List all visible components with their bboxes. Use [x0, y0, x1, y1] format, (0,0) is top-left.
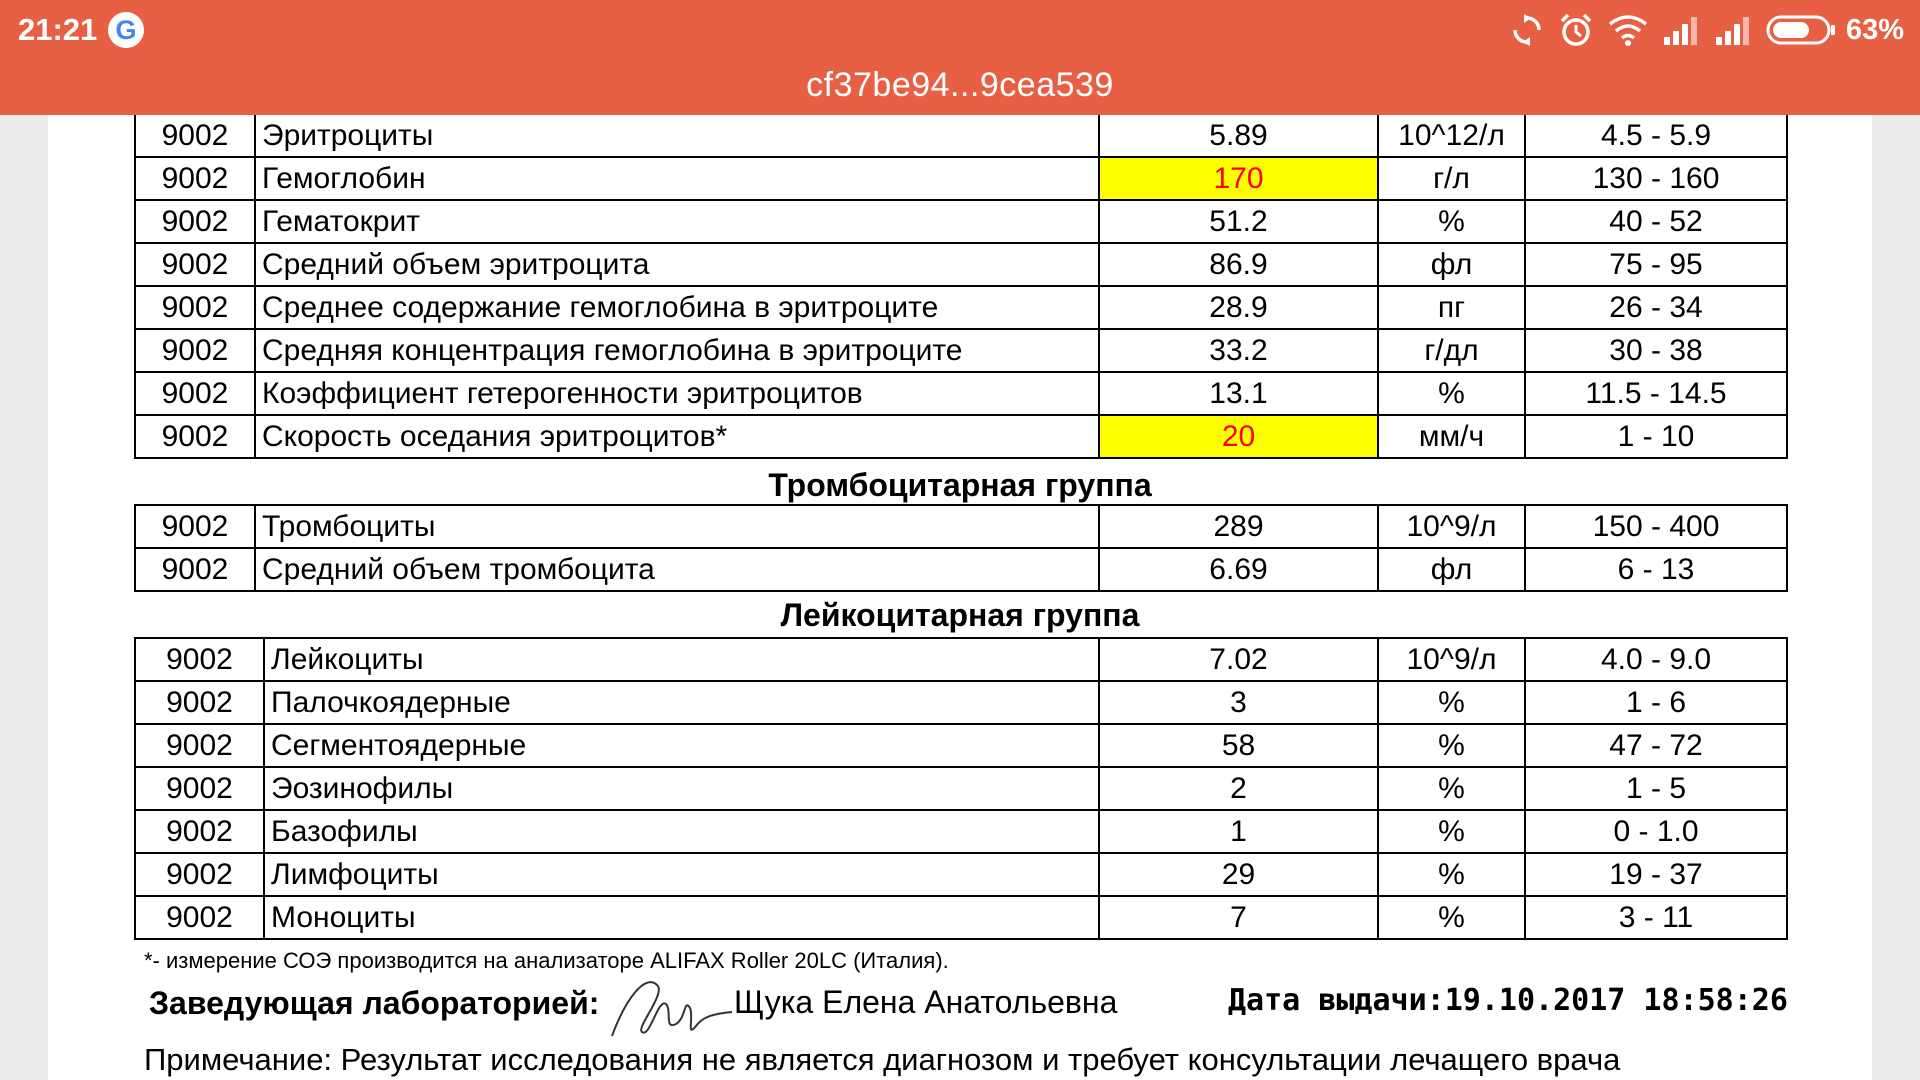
unit-cell: 10^9/л: [1378, 638, 1525, 681]
test-code-cell: 9002: [135, 157, 255, 200]
signal-icon: [1714, 15, 1752, 45]
alarm-icon: [1558, 12, 1594, 48]
test-code-cell: 9002: [135, 638, 264, 681]
table-row: [135, 724, 1787, 767]
issue-date: Дата выдачи:19.10.2017 18:58:26: [1228, 983, 1788, 1018]
platelet-group-title: Тромбоцитарная группа: [768, 467, 1152, 503]
table-row: [135, 415, 1787, 458]
test-name-cell: Тромбоциты: [255, 505, 1099, 548]
leukocyte-group-title: Лейкоцитарная группа: [780, 597, 1140, 633]
result-value-cell: 1: [1099, 810, 1378, 853]
reference-range-cell: 150 - 400: [1525, 505, 1787, 548]
unit-cell: %: [1378, 724, 1525, 767]
reference-range-cell: 30 - 38: [1525, 329, 1787, 372]
test-name-cell: Среднее содержание гемоглобина в эритроците: [255, 286, 1099, 329]
test-name-cell: Средний объем тромбоцита: [255, 548, 1099, 591]
test-name-cell: Средняя концентрация гемоглобина в эритроците: [255, 329, 1099, 372]
table-row: [135, 767, 1787, 810]
test-name-cell: Эритроциты: [255, 115, 1099, 157]
unit-cell: 10^12/л: [1378, 115, 1525, 157]
reference-range-cell: 1 - 5: [1525, 767, 1787, 810]
reference-range-cell: 4.5 - 5.9: [1525, 115, 1787, 157]
test-code-cell: 9002: [135, 724, 264, 767]
table-row: [135, 505, 1787, 548]
disclaimer-note: Примечание: Результат исследования не является диагнозом и требует консультации лечащего врача: [144, 1042, 1621, 1077]
test-code-cell: 9002: [135, 243, 255, 286]
result-value-cell: 170: [1099, 157, 1378, 200]
reference-range-cell: 6 - 13: [1525, 548, 1787, 591]
table-row: [135, 810, 1787, 853]
test-code-cell: 9002: [135, 810, 264, 853]
unit-cell: фл: [1378, 243, 1525, 286]
unit-cell: %: [1378, 853, 1525, 896]
result-value-cell: 7: [1099, 896, 1378, 939]
result-value-cell: 33.2: [1099, 329, 1378, 372]
reference-range-cell: 75 - 95: [1525, 243, 1787, 286]
test-code-cell: 9002: [135, 200, 255, 243]
result-value-cell: 28.9: [1099, 286, 1378, 329]
battery-icon: [1766, 14, 1836, 46]
table-row: [135, 372, 1787, 415]
test-code-cell: 9002: [135, 286, 255, 329]
unit-cell: %: [1378, 767, 1525, 810]
footnote: *- измерение СОЭ производится на анализаторе ALIFAX Roller 20LC (Италия).: [144, 948, 949, 973]
test-name-cell: Базофилы: [264, 810, 1099, 853]
table-row: [135, 115, 1787, 157]
result-value-cell: 86.9: [1099, 243, 1378, 286]
test-name-cell: Лейкоциты: [264, 638, 1099, 681]
result-value-cell: 2: [1099, 767, 1378, 810]
table-row: [135, 548, 1787, 591]
unit-cell: г/дл: [1378, 329, 1525, 372]
test-name-cell: Сегментоядерные: [264, 724, 1099, 767]
status-icons: [1496, 10, 1904, 50]
result-value-cell: 289: [1099, 505, 1378, 548]
lab-head-name: Щука Елена Анатольевна: [734, 984, 1118, 1020]
test-code-cell: 9002: [135, 896, 264, 939]
test-code-cell: 9002: [135, 329, 255, 372]
test-name-cell: Моноциты: [264, 896, 1099, 939]
result-value-cell: 6.69: [1099, 548, 1378, 591]
result-value-cell: 7.02: [1099, 638, 1378, 681]
status-time: 21:21: [18, 12, 98, 47]
result-value-cell: 58: [1099, 724, 1378, 767]
reference-range-cell: 40 - 52: [1525, 200, 1787, 243]
unit-cell: %: [1378, 810, 1525, 853]
result-value-cell: 51.2: [1099, 200, 1378, 243]
reference-range-cell: 1 - 6: [1525, 681, 1787, 724]
test-code-cell: 9002: [135, 505, 255, 548]
test-code-cell: 9002: [135, 372, 255, 415]
signal-icon: [1662, 15, 1700, 45]
google-icon: G: [108, 12, 144, 48]
reference-range-cell: 11.5 - 14.5: [1525, 372, 1787, 415]
test-code-cell: 9002: [135, 853, 264, 896]
battery-percent: 63%: [1845, 13, 1904, 46]
reference-range-cell: 0 - 1.0: [1525, 810, 1787, 853]
test-name-cell: Коэффициент гетерогенности эритроцитов: [255, 372, 1099, 415]
leukocyte-table: [134, 637, 1788, 940]
reference-range-cell: 1 - 10: [1525, 415, 1787, 458]
app-top-bar: [0, 0, 1920, 115]
result-value-cell: 3: [1099, 681, 1378, 724]
red-cell-table: [134, 115, 1788, 459]
document-title: cf37be94...9cea539: [806, 66, 1114, 104]
reference-range-cell: 4.0 - 9.0: [1525, 638, 1787, 681]
table-row: [135, 329, 1787, 372]
unit-cell: мм/ч: [1378, 415, 1525, 458]
sync-icon: [1510, 13, 1544, 47]
reference-range-cell: 3 - 11: [1525, 896, 1787, 939]
unit-cell: г/л: [1378, 157, 1525, 200]
wifi-icon: [1608, 14, 1648, 46]
table-row: [135, 157, 1787, 200]
unit-cell: %: [1378, 200, 1525, 243]
test-code-cell: 9002: [135, 767, 264, 810]
test-name-cell: Средний объем эритроцита: [255, 243, 1099, 286]
table-row: [135, 896, 1787, 939]
reference-range-cell: 130 - 160: [1525, 157, 1787, 200]
unit-cell: %: [1378, 896, 1525, 939]
reference-range-cell: 26 - 34: [1525, 286, 1787, 329]
result-value-cell: 13.1: [1099, 372, 1378, 415]
table-row: [135, 286, 1787, 329]
test-name-cell: Гемоглобин: [255, 157, 1099, 200]
result-value-cell: 29: [1099, 853, 1378, 896]
platelet-table: [134, 504, 1788, 592]
table-row: [135, 853, 1787, 896]
test-code-cell: 9002: [135, 548, 255, 591]
result-value-cell: 20: [1099, 415, 1378, 458]
reference-range-cell: 19 - 37: [1525, 853, 1787, 896]
unit-cell: фл: [1378, 548, 1525, 591]
table-row: [135, 681, 1787, 724]
test-name-cell: Палочкоядерные: [264, 681, 1099, 724]
unit-cell: %: [1378, 681, 1525, 724]
test-name-cell: Гематокрит: [255, 200, 1099, 243]
document-page[interactable]: [48, 115, 1872, 1080]
test-name-cell: Скорость оседания эритроцитов*: [255, 415, 1099, 458]
unit-cell: %: [1378, 372, 1525, 415]
test-name-cell: Лимфоциты: [264, 853, 1099, 896]
table-row: [135, 243, 1787, 286]
reference-range-cell: 47 - 72: [1525, 724, 1787, 767]
lab-head-label: Заведующая лабораторией:: [149, 985, 600, 1021]
table-row: [135, 638, 1787, 681]
unit-cell: 10^9/л: [1378, 505, 1525, 548]
test-code-cell: 9002: [135, 415, 255, 458]
result-value-cell: 5.89: [1099, 115, 1378, 157]
test-name-cell: Эозинофилы: [264, 767, 1099, 810]
unit-cell: пг: [1378, 286, 1525, 329]
handwritten-signature: [606, 968, 736, 1048]
test-code-cell: 9002: [135, 681, 264, 724]
table-row: [135, 200, 1787, 243]
test-code-cell: 9002: [135, 115, 255, 157]
